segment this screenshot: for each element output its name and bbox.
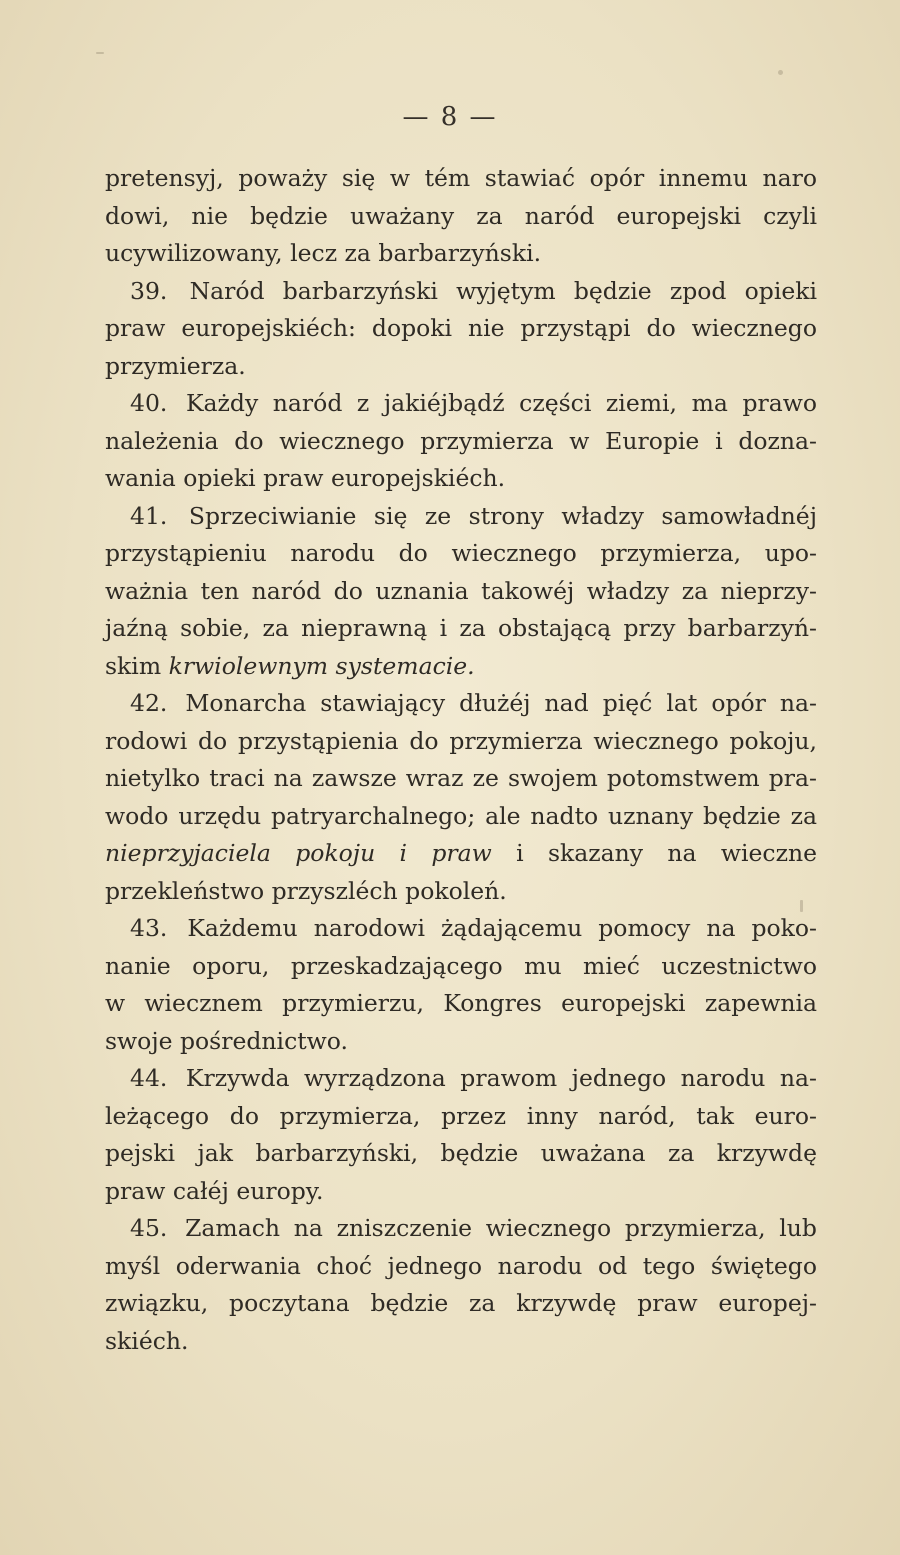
article-40-line: 40. Każdy naród z jakiéjbądź części ziemi, ma prawo <box>130 389 817 417</box>
text-line: praw całéj europy. <box>105 1176 324 1205</box>
article-41-line: 41. Sprzeciwianie się ze strony władzy samowładnéj <box>130 501 817 530</box>
text-line: skim krwiolewnym systemacie. <box>105 651 475 680</box>
text-line: nietylko traci na zawsze wraz ze swojem potomstwem pra- <box>105 764 817 792</box>
article-number: 40. <box>130 389 168 417</box>
text-line: nanie oporu, przeskadzającego mu mieć uczestnictwo <box>105 951 817 980</box>
paper-speck <box>800 900 803 912</box>
text-line: należenia do wiecznego przymierza w Europie i dozna- <box>105 426 817 455</box>
article-44-line: 44. Krzywda wyrządzona prawom jednego narodu na- <box>130 1064 817 1092</box>
paper-speck <box>96 52 104 54</box>
article-45-line: 45. Zamach na zniszczenie wiecznego przymierza, lub <box>130 1214 817 1242</box>
text-line: pejski jak barbarzyński, będzie uważana za krzywdę <box>105 1139 817 1167</box>
article-number: 39. <box>130 276 168 305</box>
article-number: 42. <box>130 689 168 717</box>
text-line: wania opieki praw europejskiéch. <box>105 464 506 492</box>
article-42-line: 42. Monarcha stawiający dłużéj nad pięć lat opór na- <box>130 689 817 717</box>
body-text <box>105 160 817 1360</box>
text-line: skiéch. <box>105 1326 189 1355</box>
text-line: przystąpieniu narodu do wiecznego przymierza, upo- <box>105 539 817 567</box>
text-line: w wiecznem przymierzu, Kongres europejski zapewnia <box>105 989 817 1017</box>
text-line: pretensyj, poważy się w tém stawiać opór innemu naro <box>105 164 817 192</box>
text-line: nieprzyjaciela pokoju i praw i skazany na wieczne <box>105 839 817 867</box>
article-number: 44. <box>130 1064 168 1092</box>
italic-phrase: nieprzyjaciela pokoju i praw <box>105 839 492 867</box>
text-line: wodo urzędu patryarchalnego; ale nadto uznany będzie za <box>105 801 817 830</box>
article-number: 41. <box>130 501 168 530</box>
article-number: 45. <box>130 1214 168 1242</box>
text-line: przekleństwo przyszléch pokoleń. <box>105 876 507 905</box>
text-line: dowi, nie będzie uważany za naród europejski czyli <box>105 201 817 230</box>
article-number: 43. <box>130 914 168 942</box>
page-number: — 8 — <box>402 102 498 132</box>
text-line: rodowi do przystąpienia do przymierza wiecznego pokoju, <box>105 726 817 755</box>
text-line: ucywilizowany, lecz za barbarzyński. <box>105 239 542 267</box>
text-line: związku, poczytana będzie za krzywdę praw europej- <box>105 1289 817 1317</box>
text-line: myśl oderwania choć jednego narodu od tego świętego <box>105 1251 817 1280</box>
text-line: praw europejskiéch: dopoki nie przystąpi do wiecznego <box>105 314 817 342</box>
paper-speck <box>778 70 783 75</box>
text-line: przymierza. <box>105 351 246 380</box>
article-43-line: 43. Każdemu narodowi żądającemu pomocy na poko- <box>130 914 817 942</box>
italic-phrase: krwiolewnym systemacie. <box>168 651 475 680</box>
text-line: swoje pośrednictwo. <box>105 1026 348 1055</box>
text-line: jaźną sobie, za nieprawną i za obstającą przy barbarzyń- <box>105 614 817 642</box>
article-39-line: 39. Naród barbarzyński wyjętym będzie zpod opieki <box>130 276 817 305</box>
text-line: ważnia ten naród do uznania takowéj władzy za nieprzy- <box>105 576 817 605</box>
text-line: leżącego do przymierza, przez inny naród, tak euro- <box>105 1101 817 1130</box>
